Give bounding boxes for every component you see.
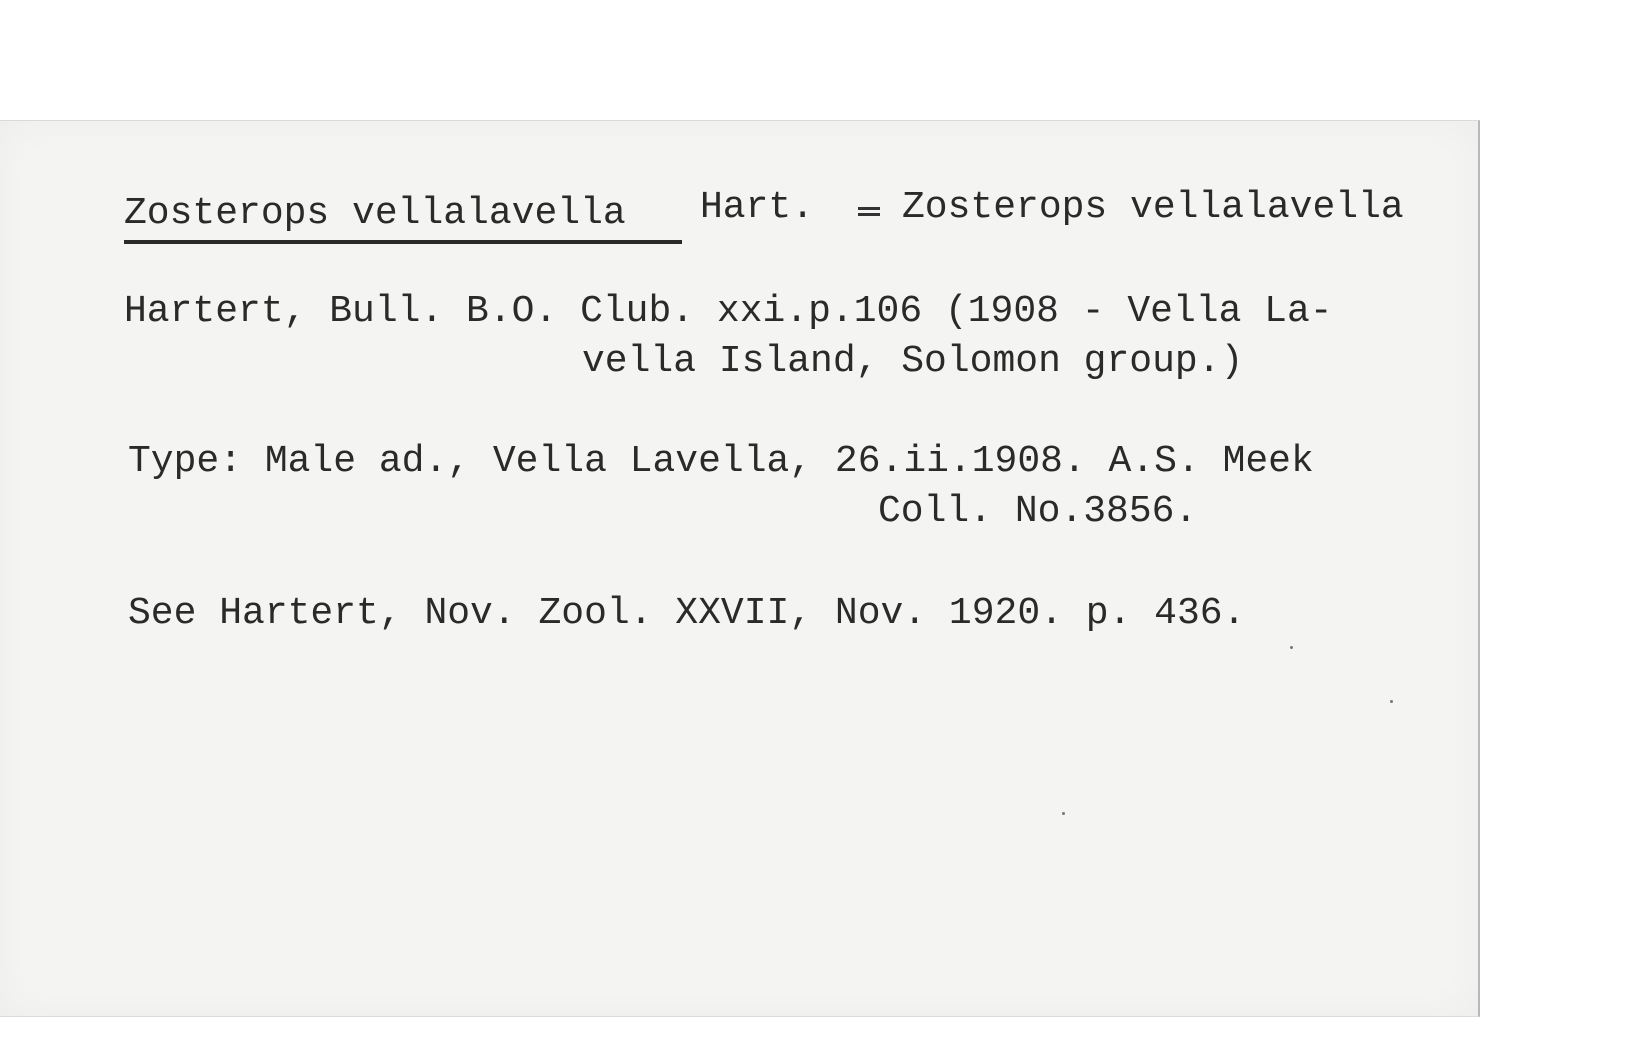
specks bbox=[1390, 700, 1393, 703]
specks bbox=[1062, 812, 1065, 815]
show-through-mark bbox=[0, 771, 260, 807]
title-author: Hart. bbox=[700, 186, 815, 229]
index-card bbox=[0, 120, 1480, 1017]
title-underline bbox=[124, 240, 682, 244]
title-left: Zosterops vellalavella bbox=[124, 192, 626, 235]
title-right: Zosterops vellalavella bbox=[902, 186, 1404, 229]
reference-line-2: vella Island, Solomon group.) bbox=[582, 340, 1244, 383]
specks bbox=[1290, 646, 1293, 649]
type-line-1: Type: Male ad., Vella Lavella, 26.ii.1908. A.S. Meek bbox=[128, 440, 1314, 483]
see-reference-line: See Hartert, Nov. Zool. XXVII, Nov. 1920. p. 436. bbox=[128, 592, 1246, 635]
reference-line-1: Hartert, Bull. B.O. Club. xxi.p.106 (1908 - Vella La- bbox=[124, 290, 1333, 333]
equals-sign bbox=[858, 207, 880, 216]
type-line-2: Coll. No.3856. bbox=[878, 490, 1198, 533]
